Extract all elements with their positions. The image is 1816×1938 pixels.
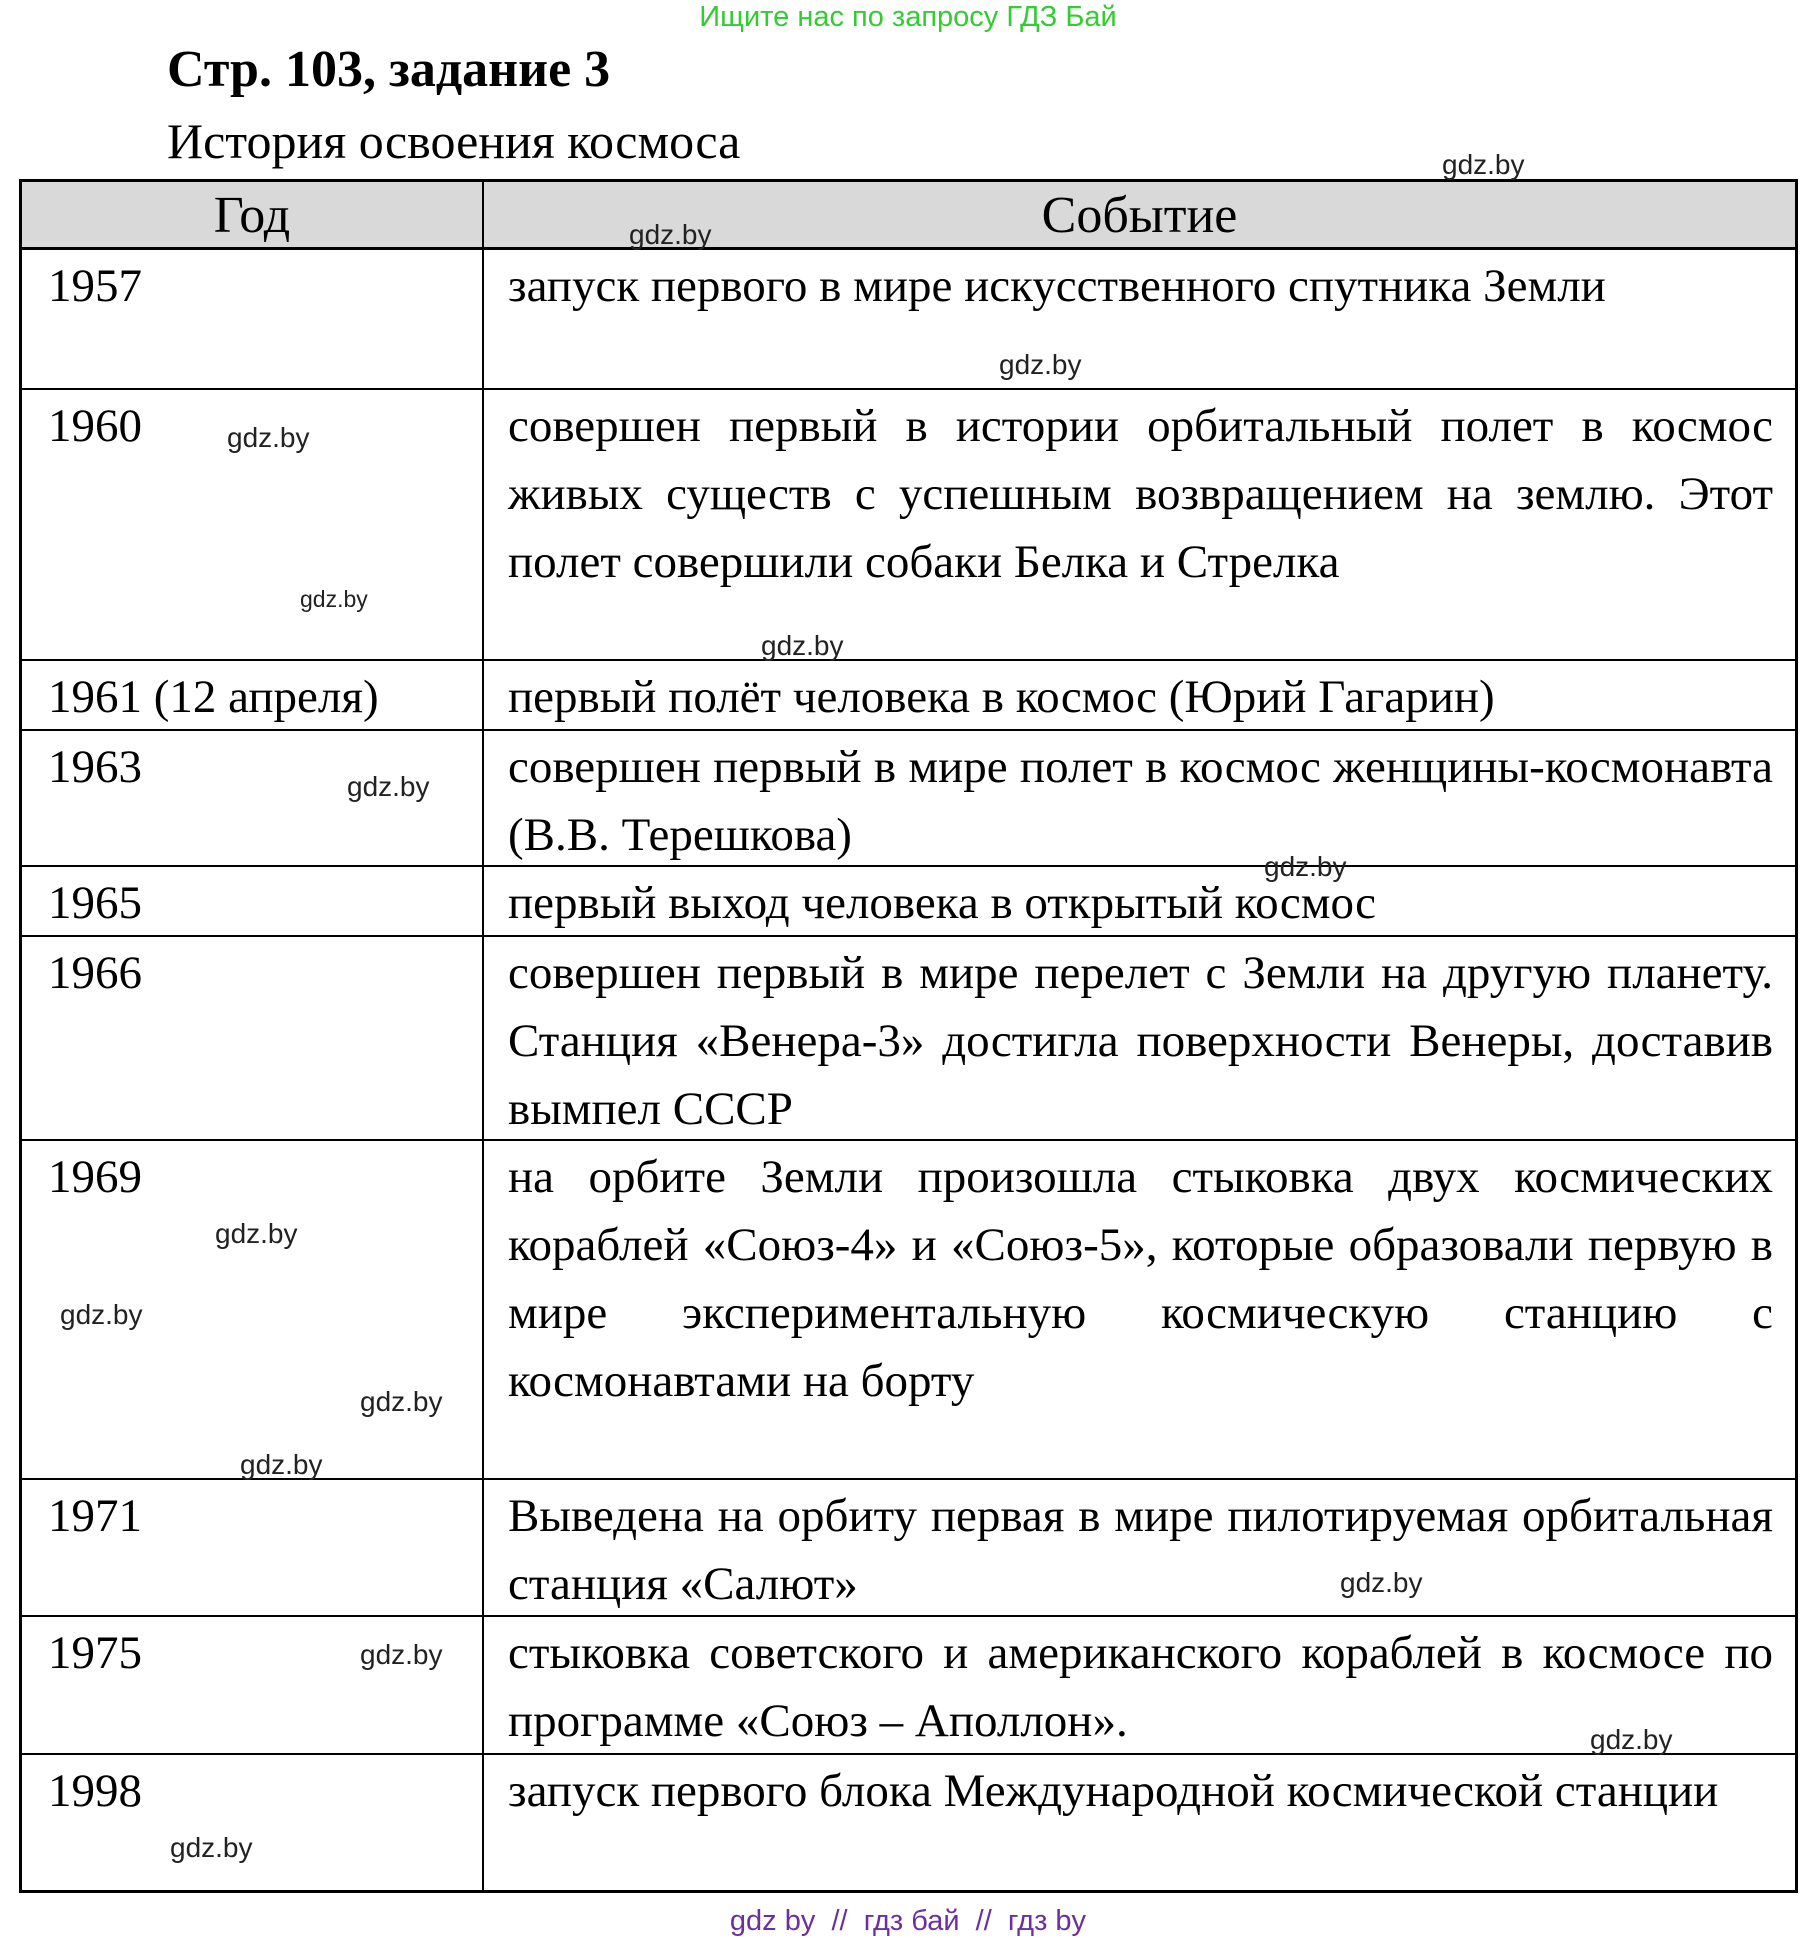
table-caption: История освоения космоса <box>167 113 741 169</box>
table-row <box>22 1139 1795 1478</box>
watermark: gdz.by <box>360 1386 443 1417</box>
watermark: gdz.by <box>761 630 844 661</box>
table-row <box>22 250 1795 388</box>
watermark: gdz.by <box>1264 851 1347 882</box>
event-cell: первый полёт человека в космос (Юрий Гагарин) <box>508 671 1495 723</box>
event-cell: Выведена на орбиту первая в мире пилотируемая орбитальная станция «Салют» <box>508 1490 1773 1610</box>
year-cell: 1966 <box>22 937 484 1139</box>
watermark: gdz.by <box>1340 1567 1423 1598</box>
watermark: gdz.by <box>629 219 712 250</box>
event-cell: запуск первого блока Международной космической станции <box>508 1765 1719 1817</box>
watermark: gdz.by <box>227 422 310 453</box>
table-row <box>22 1615 1795 1753</box>
table-row <box>22 659 1795 729</box>
page-title: Стр. 103, задание 3 <box>167 41 611 98</box>
watermark: gdz.by <box>240 1449 323 1480</box>
event-cell: на орбите Земли произошла стыковка двух космических кораблей «Союз-4» и «Союз-5», которые образовали первую в мире экспериментальную космическую станцию с космонавтами на борту <box>508 1151 1773 1407</box>
year-cell: 1961 (12 апреля) <box>22 661 484 729</box>
event-cell: совершен первый в мире полет в космос женщины-космонавта (В.В. Терешкова) <box>508 741 1773 861</box>
watermark: gdz.by <box>300 586 368 612</box>
year-cell: 1998 <box>22 1755 484 1890</box>
event-cell: первый выход человека в открытый космос <box>508 877 1376 929</box>
table-row <box>22 865 1795 935</box>
event-cell: совершен первый в мире перелет с Земли на другую планету. Станция «Венера-3» достигла поверхности Венеры, доставив вымпел СССР <box>508 947 1773 1135</box>
search-banner: Ищите нас по запросу ГДЗ Бай <box>699 1 1117 33</box>
year-cell: 1971 <box>22 1480 484 1615</box>
event-cell: совершен первый в истории орбитальный полет в космос живых существ с успешным возвращением на землю. Этот полет совершили собаки Белка и Стрелка <box>508 400 1773 588</box>
header-event: Событие <box>1041 187 1238 244</box>
table-header-row <box>22 182 1795 250</box>
watermark: gdz.by <box>1590 1724 1673 1755</box>
footer-watermark: gdz by // гдз бай // гдз by <box>729 1905 1087 1937</box>
watermark: gdz.by <box>1442 149 1525 180</box>
year-cell: 1963 <box>22 731 484 865</box>
watermark: gdz.by <box>999 349 1082 380</box>
table-row <box>22 1478 1795 1615</box>
watermark: gdz.by <box>215 1218 298 1249</box>
event-cell: запуск первого в мире искусственного спутника Земли <box>508 260 1606 312</box>
year-cell: 1969 <box>22 1141 484 1478</box>
table-row <box>22 935 1795 1139</box>
event-cell: стыковка советского и американского кораблей в космосе по программе «Союз – Аполлон». <box>508 1627 1773 1747</box>
watermark: gdz.by <box>347 771 430 802</box>
year-cell: 1957 <box>22 250 484 388</box>
header-year: Год <box>22 182 484 247</box>
watermark: gdz.by <box>170 1832 253 1863</box>
year-cell: 1965 <box>22 867 484 935</box>
year-cell: 1960 <box>22 390 484 659</box>
table-row <box>22 729 1795 865</box>
watermark: gdz.by <box>60 1299 143 1330</box>
watermark: gdz.by <box>360 1639 443 1670</box>
table-row <box>22 1753 1795 1890</box>
year-cell: 1975 <box>22 1617 484 1753</box>
